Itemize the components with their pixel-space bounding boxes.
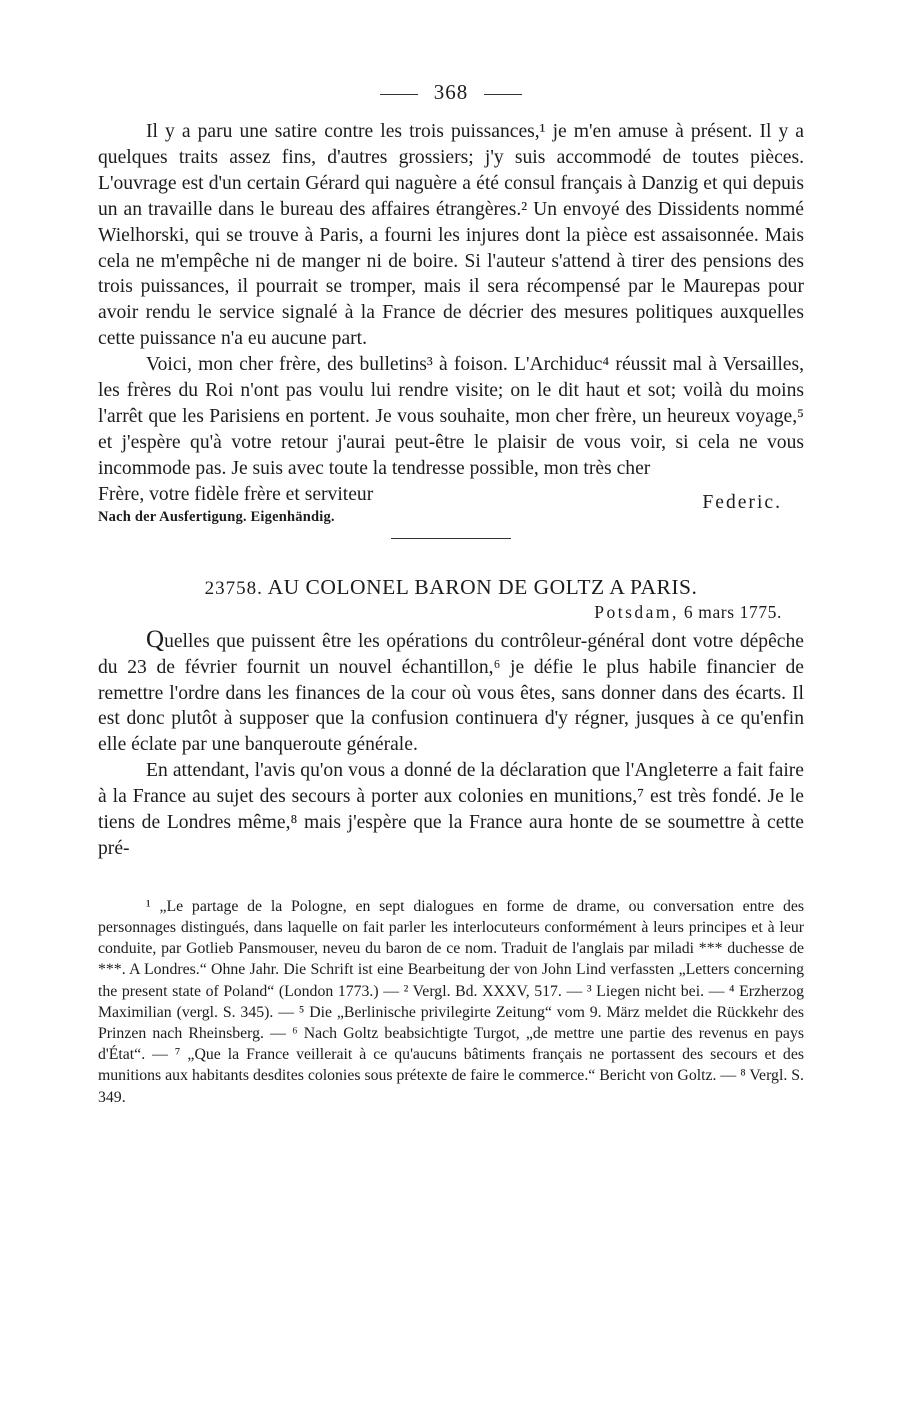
dateline-date: 6 mars 1775. [683,601,782,622]
dateline [98,602,782,623]
section-divider [391,538,511,539]
closing-block [98,482,804,534]
dateline-place: Potsdam, [594,601,679,622]
letter-number: 23758. [204,577,263,599]
header-rule-right [484,94,522,95]
closing-line: Frère, votre fidèle frère et serviteur [98,483,374,505]
header-rule-left [380,94,418,95]
letter-paragraph-1: Il y a paru une satire contre les trois puissances,¹ je m'en amuse à présent. Il y a quelques traits assez fins, d'autres grossiers; j'y suis accommodé de toutes pièces. L'ouvrage est d'un certain Gérard qui naguère a été consul français à Danzig et qui depuis un an travaille dans le bureau des affaires étrangères.² Un envoyé des Dissidents nommé Wielhorski, qui se trouve à Paris, a fourni les injures dont la pièce est assaisonnée. Mais cela ne m'empêche ni de manger ni de boire. Si l'auteur s'attend à tirer des pensions des trois puissances, il pourrait se tromper, mais il sera récompensé par le Maurepas pour avoir rendu le service signalé à la France de décrier des mesures politiques auxquelles cette puissance n'a eu aucune part. [98,121,804,350]
letter-heading [98,575,804,600]
letter-2-paragraph-2: En attendant, l'avis qu'on vous a donné de la déclaration que l'Angleterre a fait faire à la France au sujet des secours à porter aux colonies en munitions,⁷ est très fondé. Je le tiens de Londres même,⁸ mais j'espère que la France aura honte de se soumettre à cette pré- [98,760,804,859]
letter-2-paragraph-1-text: uelles que puissent être les opérations du contrôleur-général dont votre dépêche du 23 de février fournit un nouvel échantillon,⁶ je défie le plus habile financier de remettre l'ordre dans les finances de la cour où vous êtes, sans donner dans des écarts. Il est donc plutôt à supposer que la confusion continuera d'y régner, jusques à ce qu'enfin elle éclate par une banqueroute générale. [98,630,804,756]
letter-2-paragraph-1 [98,627,804,759]
book-page [98,80,804,1108]
source-note: Nach der Ausfertigung. Eigenhändig. [98,508,335,525]
letter-title: AU COLONEL BARON DE GOLTZ A PARIS. [267,574,698,599]
letter-paragraph-2: Voici, mon cher frère, des bulletins³ à foison. L'Archiduc⁴ réussit mal à Versailles, les frères du Roi n'ont pas voulu lui rendre visite; on le dit haut et sot; voilà du moins l'arrêt que les Parisiens en portent. Je vous souhaite, mon cher frère, un heureux voyage,⁵ et j'espère qu'à votre retour j'aurai peut-être le plaisir de vous voir, si cela ne vous incommode pas. Je suis avec toute la tendresse possible, mon très cher [98,354,804,479]
signature: Federic. [702,491,782,513]
footnote-gap [98,862,804,896]
page-number: 368 [433,80,469,104]
footnotes: ¹ „Le partage de la Pologne, en sept dialogues en forme de drame, ou conversation entre des personnages distingués, dans laquelle on fait parler les interlocuteurs conformément à leurs principes et à leur conduite, par Gotlieb Pansmouser, neveu du baron de ce nom. Traduit de l'anglais par miladi *** duchesse de ***. A Londres.“ Ohne Jahr. Die Schrift ist eine Bearbeitung der von John Lind verfassten „Letters concerning the present state of Poland“ (London 1773.) — ² Vergl. Bd. XXXV, 517. — ³ Liegen nicht bei. — ⁴ Erzherzog Maximilian (vergl. S. 345). — ⁵ Die „Berlinische privilegirte Zeitung“ vom 9. März meldet die Rückkehr des Prinzen nach Rheinsberg. — ⁶ Nach Goltz beabsichtigte Turgot, „de mettre une partie des revenus en pays d'État“. — ⁷ „Que la France veillerait à ce qu'aucuns bâtiments français ne portassent des secours et des munitions aux habitants desdites colonies sous prétexte de faire le commerce.“ Bericht von Goltz. — ⁸ Vergl. S. 349. [98,897,804,1106]
drop-cap: Q [146,625,165,653]
page-header [98,80,804,105]
